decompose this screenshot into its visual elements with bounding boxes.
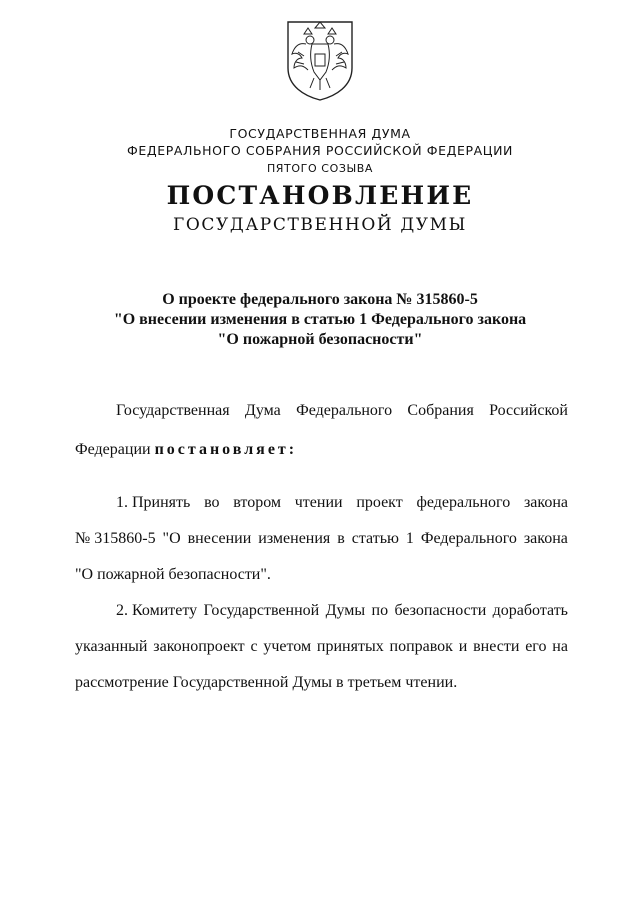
item-1-word: в xyxy=(337,530,345,547)
item-2-word: Думы xyxy=(325,602,366,619)
item-2-word: и xyxy=(458,638,468,655)
item-2-word: на xyxy=(552,638,568,655)
item-1-word: втором xyxy=(233,494,282,511)
item-1-word: Федерального xyxy=(420,530,517,547)
item-2-word: поправок xyxy=(389,638,453,655)
item-2-word: с xyxy=(250,638,258,655)
header-line-3: ПЯТОГО СОЗЫВА xyxy=(266,162,374,175)
preamble-line-1 xyxy=(116,401,568,421)
item-2-word: указанный xyxy=(75,638,148,655)
item-2-word: учетом xyxy=(263,638,312,655)
document-subtitle: ГОСУДАРСТВЕННОЙ ДУМЫ xyxy=(173,215,467,235)
coat-of-arms-emblem xyxy=(284,18,356,102)
item-2-word: Государственной xyxy=(203,602,320,619)
item-2-line-2 xyxy=(75,637,568,657)
item-2-word: безопасности xyxy=(394,602,487,619)
item-2-word: по xyxy=(371,602,389,619)
preamble-word: Дума xyxy=(244,402,281,419)
item-1-word: 1 xyxy=(405,530,414,547)
header-line-1: ГОСУДАРСТВЕННАЯ ДУМА xyxy=(229,126,411,141)
item-2-word: внести xyxy=(473,638,520,655)
document-title: ПОСТАНОВЛЕНИЕ xyxy=(166,181,474,210)
resolves-keyword: постановляет: xyxy=(154,441,298,458)
preamble-word: Российской xyxy=(489,402,568,419)
item-2-word: принятых xyxy=(316,638,384,655)
item-1-word: закона xyxy=(523,530,568,547)
preamble-line-2 xyxy=(75,440,297,460)
item-1-word: "О xyxy=(162,530,181,547)
preamble-federation: Федерации xyxy=(75,441,155,458)
item-1-word: 1. Принять xyxy=(116,494,191,511)
item-2-word: законопроект xyxy=(153,638,245,655)
item-1-word: № 315860-5 xyxy=(75,530,156,547)
item-1-word: статью xyxy=(351,530,399,547)
item-1-word: проект xyxy=(356,494,403,511)
item-1-word: федерального xyxy=(416,494,511,511)
preamble-word: Собрания xyxy=(407,402,474,419)
item-2-line-1 xyxy=(116,601,568,621)
item-2-line-3: рассмотрение Государственной Думы в третьем чтении. xyxy=(75,674,458,691)
preamble-word: Государственная xyxy=(116,402,230,419)
subject-line-2: "О внесении изменения в статью 1 Федерального закона xyxy=(113,311,527,328)
item-1-line-2 xyxy=(75,529,568,549)
item-2-word: его xyxy=(525,638,547,655)
item-2-word: 2. Комитету xyxy=(116,602,198,619)
item-1-line-1 xyxy=(116,493,568,513)
item-1-word: чтении xyxy=(294,494,343,511)
item-1-word: внесении xyxy=(187,530,252,547)
item-1-word: закона xyxy=(523,494,568,511)
preamble-word: Федерального xyxy=(296,402,393,419)
subject-line-1: О проекте федерального закона № 315860-5 xyxy=(162,291,478,308)
subject-line-3: "О пожарной безопасности" xyxy=(217,331,423,348)
item-1-word: изменения xyxy=(258,530,331,547)
header-line-2: ФЕДЕРАЛЬНОГО СОБРАНИЯ РОССИЙСКОЙ ФЕДЕРАЦИИ xyxy=(126,143,513,158)
item-1-line-3: "О пожарной безопасности". xyxy=(75,566,271,583)
item-1-word: во xyxy=(204,494,220,511)
item-2-word: доработать xyxy=(492,602,568,619)
